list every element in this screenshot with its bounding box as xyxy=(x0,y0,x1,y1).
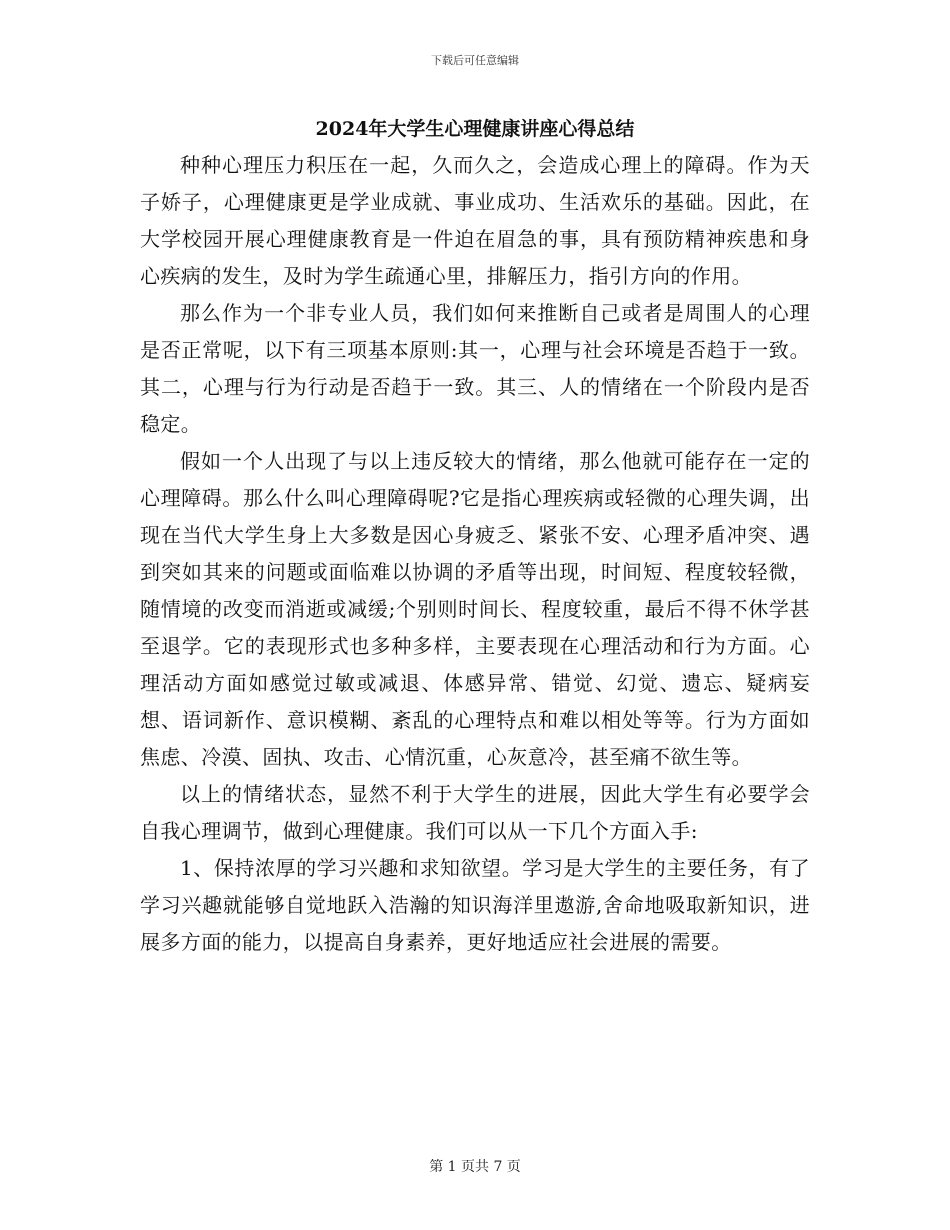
paragraph: 那么作为一个非专业人员，我们如何来推断自己或者是周围人的心理是否正常呢，以下有三项基本原则:其一，心理与社会环境是否趋于一致。其二，心理与行为行动是否趋于一致。其三、人的情绪在一个阶段内是否稳定。 xyxy=(140,301,810,436)
page-header-note: 下载后可任意编辑 xyxy=(431,54,519,67)
page-number: 第 1 页共 7 页 xyxy=(429,1159,521,1175)
paragraph: 种种心理压力积压在一起，久而久之，会造成心理上的障碍。作为天子娇子，心理健康更是学业成就、事业成功、生活欢乐的基础。因此，在大学校园开展心理健康教育是一件迫在眉急的事，具有预防精神疾患和身心疾病的发生，及时为学生疏通心里，排解压力，指引方向的作用。 xyxy=(140,153,810,288)
document-title: 2024年大学生心理健康讲座心得总结 xyxy=(315,118,635,140)
paragraph: 以上的情绪状态，显然不利于大学生的进展，因此大学生有必要学会自我心理调节，做到心理健康。我们可以从一下几个方面入手: xyxy=(140,782,810,843)
paragraph: 假如一个人出现了与以上违反较大的情绪，那么他就可能存在一定的心理障碍。那么什么叫心理障碍呢?它是指心理疾病或轻微的心理失调，出现在当代大学生身上大多数是因心身疲乏、紧张不安、心理矛盾冲突、遇到突如其来的问题或面临难以协调的矛盾等出现，时间短、程度较轻微，随情境的改变而消逝或减缓;个别则时间长、程度较重，最后不得不休学甚至退学。它的表现形式也多种多样，主要表现在心理活动和行为方面。心理活动方面如感觉过敏或减退、体感异常、错觉、幻觉、遗忘、疑病妄想、语词新作、意识模糊、紊乱的心理特点和难以相处等等。行为方面如焦虑、冷漠、固执、攻击、心情沉重，心灰意冷，甚至痛不欲生等。 xyxy=(140,449,810,769)
paragraph: 1、保持浓厚的学习兴趣和求知欲望。学习是大学生的主要任务，有了学习兴趣就能够自觉地跃入浩瀚的知识海洋里遨游,舍命地吸取新知识，进展多方面的能力，以提高自身素养，更好地适应社会进展的需要。 xyxy=(140,856,810,954)
document-body xyxy=(140,147,810,961)
